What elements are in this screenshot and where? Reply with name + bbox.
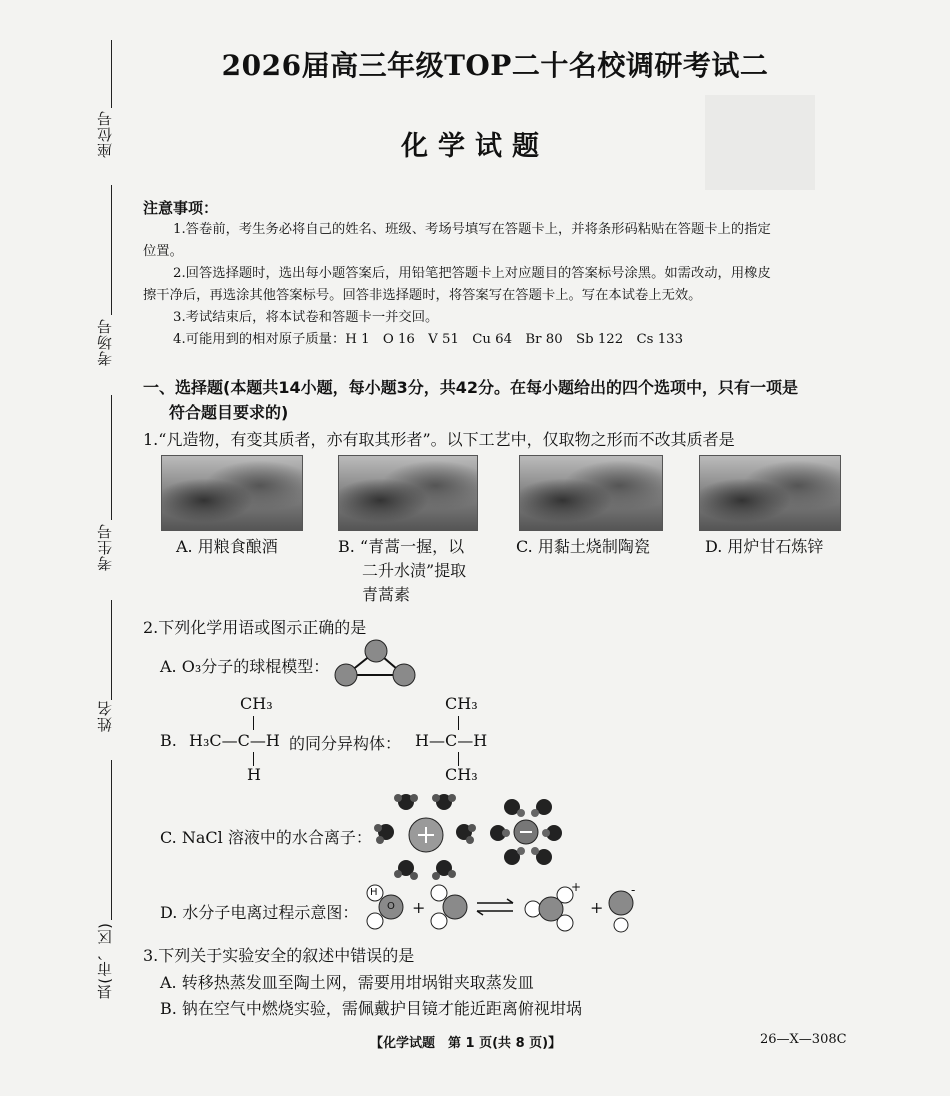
- q1-option-a: A. 用粮食酿酒: [176, 537, 278, 556]
- q2-option-c: C. NaCl 溶液中的水合离子：: [160, 828, 372, 847]
- q1-option-b-line: 青蒿素: [362, 585, 411, 604]
- notice-item: 2.回答选择题时，选出每小题答案后，用铅笔把答题卡上对应题目的答案标号涂黑。如需改动，用橡皮: [173, 266, 771, 281]
- q1-option-d: D. 用炉甘石炼锌: [705, 537, 824, 556]
- b-bottom-left: H: [247, 765, 261, 784]
- margin-rule: [111, 600, 112, 700]
- room-label: 考场号: [96, 318, 114, 366]
- b-mid-text: 的同分异构体：: [289, 734, 402, 753]
- exam-title: 2026届高三年级TOP二十名校调研考试二: [221, 49, 769, 82]
- notice-heading: 注意事项：: [143, 199, 219, 217]
- hydronium-charge: +: [571, 880, 582, 894]
- q1-option-b: [338, 535, 466, 607]
- bond-line: [458, 716, 459, 730]
- photo-pottery: [519, 455, 663, 531]
- d-plus-sign: +: [412, 898, 426, 917]
- county-label: 县(市、区): [96, 922, 114, 1000]
- q2-stem: 2.下列化学用语或图示正确的是: [143, 618, 367, 637]
- section-heading: 一、选择题(本题共14小题，每小题3分，共42分。在每小题给出的四个选项中，只有一项是: [143, 378, 798, 397]
- bond-line: [253, 752, 254, 766]
- q3-option-a: A. 转移热蒸发皿至陶土网，需要用坩埚钳夹取蒸发皿: [160, 973, 534, 992]
- seat-label: 座位号: [96, 110, 114, 158]
- section-heading-cont: 符合题目要求的): [169, 403, 289, 422]
- ozone-model-diagram: [330, 637, 420, 691]
- q3-stem: 3.下列关于实验安全的叙述中错误的是: [143, 946, 415, 965]
- q1-option-b-line: B. “青蒿一握，以: [338, 537, 465, 556]
- bond-line: [253, 716, 254, 730]
- barcode-area: [705, 95, 815, 190]
- d-atom-o: O: [387, 901, 395, 912]
- name-label: 姓名: [96, 700, 114, 732]
- hydrated-cation-diagram: [368, 790, 478, 885]
- notice-item: 擦干净后，再选涂其他答案标号。回答非选择题时，将答案写在答题卡上。写在本试卷上无效。: [143, 288, 702, 303]
- q1-option-b-line: 二升水渍”提取: [362, 561, 467, 580]
- hydroxide-charge: -: [631, 883, 636, 897]
- notice-item: 4.可能用到的相对原子质量：H 1 O 16 V 51 Cu 64 Br 80 Sb 122 Cs 133: [173, 332, 684, 347]
- paper-code: 26—X—308C: [760, 1032, 847, 1047]
- margin-rule: [111, 395, 112, 520]
- d-atom-h: H: [370, 887, 378, 898]
- hydrated-anion-diagram: [488, 795, 568, 870]
- b-bottom-right: CH₃: [445, 765, 478, 784]
- bond-line: [458, 752, 459, 766]
- photo-zinc: [699, 455, 841, 531]
- q3-option-b: B. 钠在空气中燃烧实验，需佩戴护目镜才能近距离俯视坩埚: [160, 999, 582, 1018]
- q1-option-c: C. 用黏土烧制陶瓷: [516, 537, 650, 556]
- photo-brewing: [161, 455, 303, 531]
- page-footer: 【化学试题 第 1 页(共 8 页)】: [370, 1036, 562, 1051]
- margin-rule: [111, 185, 112, 315]
- d-plus-sign: +: [590, 898, 604, 917]
- notice-item: 1.答卷前，考生务必将自己的姓名、班级、考场号填写在答题卡上，并将条形码粘贴在答题卡上的指定: [173, 222, 771, 237]
- subject-title: 化学试题: [401, 131, 549, 162]
- notice-list: [143, 219, 863, 351]
- b-right-top: CH₃: [445, 694, 478, 713]
- photo-artemisinin: [338, 455, 478, 531]
- student-id-label: 考生号: [96, 523, 114, 571]
- margin-rule: [111, 760, 112, 920]
- b-right-mid: H—C—H: [415, 731, 488, 750]
- notice-item: 3.考试结束后，将本试卷和答题卡一并交回。: [173, 310, 439, 325]
- q2-option-d: D. 水分子电离过程示意图：: [160, 903, 359, 922]
- b-left-top: CH₃: [240, 694, 273, 713]
- notice-item: 位置。: [143, 244, 183, 259]
- b-left-mid: H₃C—C—H: [189, 731, 280, 750]
- q1-stem: 1.“凡造物，有变其质者，亦有取其形者”。以下工艺中，仅取物之形而不改其质者是: [143, 430, 735, 449]
- q2-option-b-label: B.: [160, 731, 177, 750]
- q2-option-a: A. O₃分子的球棍模型：: [160, 657, 330, 676]
